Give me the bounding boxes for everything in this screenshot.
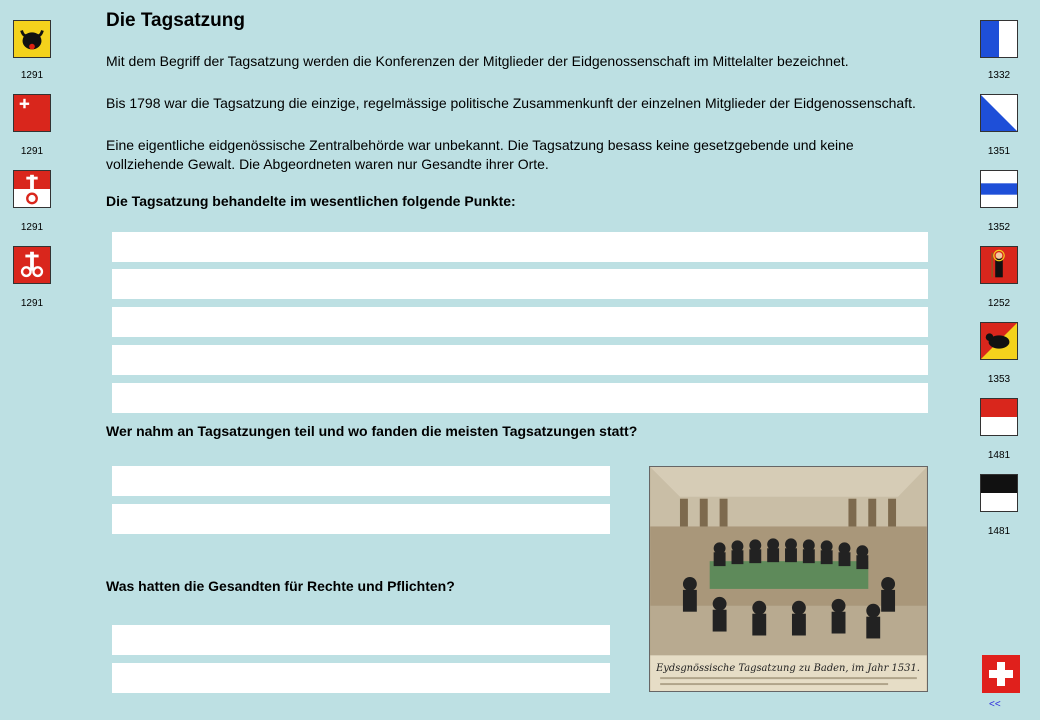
answer-field-participants-1[interactable]	[112, 466, 610, 496]
answer-field-rights-2[interactable]	[112, 663, 610, 693]
crest-year: 1351	[987, 146, 1011, 157]
luzern-icon	[980, 20, 1018, 58]
crest-year: 1291	[20, 222, 44, 233]
intro-paragraph: Mit dem Begriff der Tagsatzung werden die Konferenzen der Mitglieder der Eidgenossenschaft im Mittelalter bezeichnet.	[106, 53, 849, 69]
schwyz-cross-icon	[13, 94, 51, 132]
page-title: Die Tagsatzung	[106, 10, 245, 31]
zug-icon	[980, 170, 1018, 208]
solothurn-icon	[980, 398, 1018, 436]
question-rights: Was hatten die Gesandten für Rechte und Pflichten?	[106, 578, 455, 594]
crest-year: 1291	[20, 146, 44, 157]
answer-field-topics-3[interactable]	[112, 307, 928, 337]
crest-year: 1481	[987, 526, 1011, 537]
glarus-fridolin-icon	[980, 246, 1018, 284]
tagsatzung-painting	[649, 466, 928, 692]
answer-field-topics-2[interactable]	[112, 269, 928, 299]
answer-field-topics-1[interactable]	[112, 232, 928, 262]
painting-caption: Eydsgnössische Tagsatzung zu Baden, im Jahr 1531.	[656, 663, 920, 675]
answer-field-topics-4[interactable]	[112, 345, 928, 375]
crest-year: 1481	[987, 450, 1011, 461]
swiss-flag-icon[interactable]	[982, 655, 1020, 693]
nidwalden-keys-icon	[13, 246, 51, 284]
crest-year: 1353	[987, 374, 1011, 385]
uri-bull-icon	[13, 20, 51, 58]
question-topics: Die Tagsatzung behandelte im wesentlichen folgende Punkte:	[106, 193, 516, 209]
answer-field-topics-5[interactable]	[112, 383, 928, 413]
authority-paragraph: Eine eigentliche eidgenössische Zentralbehörde war unbekannt. Die Tagsatzung besass keine gesetzgebende und keine vollziehende Gewalt. Die Abgeordneten waren nur Gesandte ihrer Orte.	[106, 137, 854, 172]
history-paragraph: Bis 1798 war die Tagsatzung die einzige, regelmässige politische Zusammenkunft der einzelnen Mitglieder der Eidgenossenschaft.	[106, 95, 916, 111]
answer-field-participants-2[interactable]	[112, 504, 610, 534]
crest-year: 1352	[987, 222, 1011, 233]
obwalden-key-icon	[13, 170, 51, 208]
crest-year: 1291	[20, 298, 44, 309]
crest-year: 1332	[987, 70, 1011, 81]
answer-field-rights-1[interactable]	[112, 625, 610, 655]
fribourg-icon	[980, 474, 1018, 512]
back-link[interactable]: <<	[989, 699, 1001, 710]
bern-bear-icon	[980, 322, 1018, 360]
question-participants: Wer nahm an Tagsatzungen teil und wo fanden die meisten Tagsatzungen statt?	[106, 423, 638, 439]
crest-year: 1291	[20, 70, 44, 81]
crest-year: 1252	[987, 298, 1011, 309]
zuerich-icon	[980, 94, 1018, 132]
